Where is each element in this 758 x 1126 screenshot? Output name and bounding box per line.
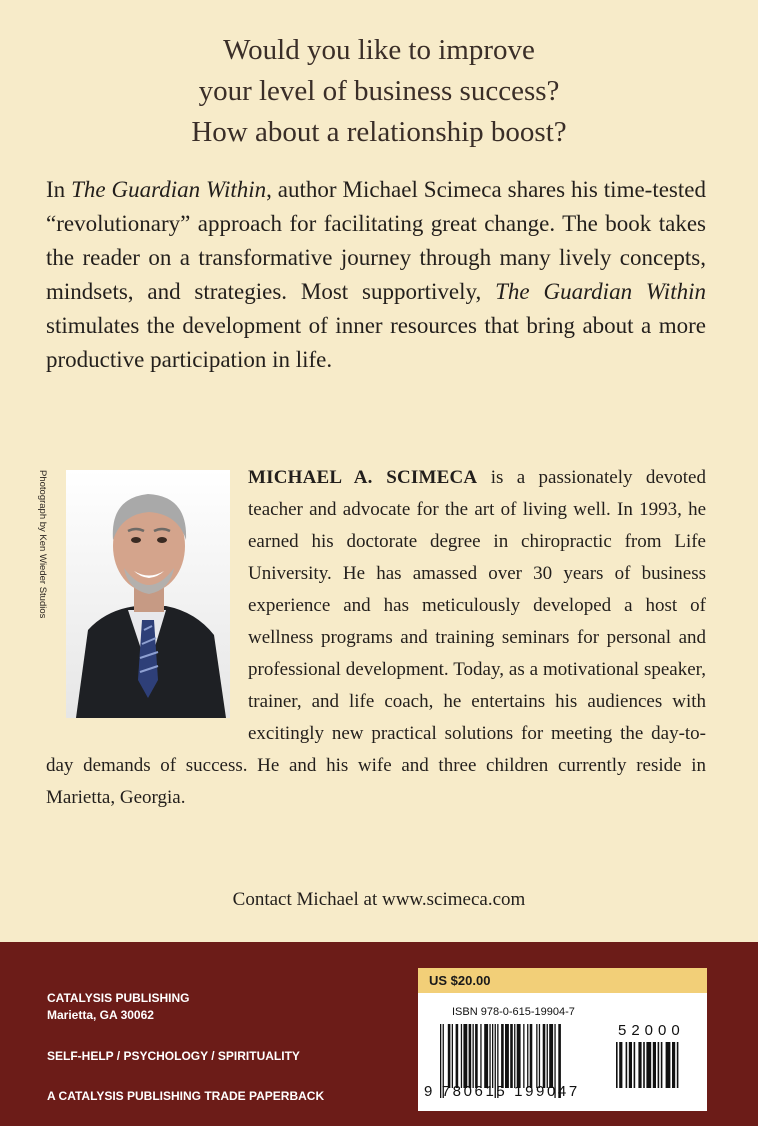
book-description (46, 173, 706, 377)
author-photo (66, 470, 230, 718)
barcode-bar (547, 1024, 548, 1088)
headline-line-3: How about a relationship boost? (191, 116, 567, 148)
barcode-bar (463, 1024, 467, 1088)
barcode-bar (658, 1042, 660, 1088)
barcode-bar (523, 1024, 524, 1088)
barcode-bar (501, 1024, 504, 1088)
barcode-bar (643, 1042, 645, 1088)
author-bio (37, 462, 706, 814)
barcode-bar (549, 1024, 553, 1088)
author-photo-block (37, 470, 248, 720)
barcode-bar (527, 1024, 528, 1088)
barcode-bar (653, 1042, 656, 1088)
barcode-bar (452, 1024, 453, 1088)
photo-credit: Photograph by Ken Wieder Studios (37, 470, 48, 619)
barcode-bar (514, 1024, 515, 1088)
addon-digits: 52000 (618, 1022, 685, 1039)
publisher-name: CATALYSIS PUBLISHING (47, 991, 190, 1005)
publisher-address: Marietta, GA 30062 (47, 1008, 154, 1022)
contact-line: Contact Michael at www.scimeca.com (232, 889, 526, 910)
barcode-bar (619, 1042, 622, 1088)
barcode-bar (616, 1042, 618, 1088)
addon-barcode-icon (616, 1042, 688, 1098)
cover-headline (0, 30, 758, 153)
barcode-bar (543, 1024, 546, 1088)
barcode-bar (629, 1042, 632, 1088)
category-line: SELF-HELP / PSYCHOLOGY / SPIRITUALITY (47, 1049, 300, 1063)
barcode-bar (646, 1042, 651, 1088)
barcode-bar (473, 1024, 474, 1088)
trade-line: A CATALYSIS PUBLISHING TRADE PAPERBACK (47, 1089, 325, 1103)
ean-digits: 9 780615 199047 (424, 1083, 580, 1100)
barcode-bar (634, 1042, 636, 1088)
barcode-bar (475, 1024, 478, 1088)
author-portrait-image (66, 470, 230, 718)
barcode-bar (626, 1042, 628, 1088)
author-name: MICHAEL A. SCIMECA (248, 467, 478, 488)
barcode-bar (530, 1024, 533, 1088)
book-title-1: The Guardian Within (71, 177, 267, 202)
barcode-bar (492, 1024, 493, 1088)
headline-line-2: your level of business success? (198, 75, 560, 107)
author-bio-text: is a passionately devoted teacher and advocate for the art of living well. In 1993, he earned his doctorate degree in chiropractic from Life University. He has amassed over 30 years of business experience and has meticulously developed a host of wellness programs and training seminars for personal and professional development. Today, as a motivational speaker, trainer, and life coach, he entertains his audiences with excitingly new practical solutions for meeting the day-to-day demands of success. He and his wife and three children currently reside in Marietta, Georgia. (46, 467, 706, 808)
barcode-bar (480, 1024, 481, 1088)
barcode-bar (469, 1024, 472, 1088)
barcode-bar (456, 1024, 459, 1088)
barcode-bar (661, 1042, 663, 1088)
isbn-label: ISBN 978-0-615-19904-7 (452, 1006, 575, 1018)
barcode-bar (677, 1042, 679, 1088)
intro-text-3: stimulates the development of inner resources that bring about a more productive participation in life. (46, 313, 706, 372)
intro-text-2: , author Michael Scimeca shares his time-tested “revolutionary” approach for facilitating great change. The book takes the reader on a transformative journey through many lively concepts, mindsets, and strategies. Most supportively, (46, 177, 706, 304)
barcode-bar (510, 1024, 513, 1088)
intro-text-1: In (46, 177, 72, 202)
barcode-bar (536, 1024, 537, 1088)
barcode-bar (539, 1024, 540, 1088)
price-label: US $20.00 (429, 973, 491, 988)
barcode-panel (418, 968, 707, 1111)
barcode-bar (666, 1042, 671, 1088)
barcode-bar (638, 1042, 641, 1088)
barcode-bar (505, 1024, 509, 1088)
barcode-bar (672, 1042, 675, 1088)
barcode-bar (461, 1024, 462, 1088)
barcode-bar (517, 1024, 521, 1088)
barcode-bar (448, 1024, 451, 1088)
book-title-2: The Guardian Within (495, 279, 706, 304)
barcode-bar (484, 1024, 488, 1088)
price-band (418, 968, 707, 993)
barcode-bar (489, 1024, 490, 1088)
headline-line-1: Would you like to improve (223, 34, 535, 66)
